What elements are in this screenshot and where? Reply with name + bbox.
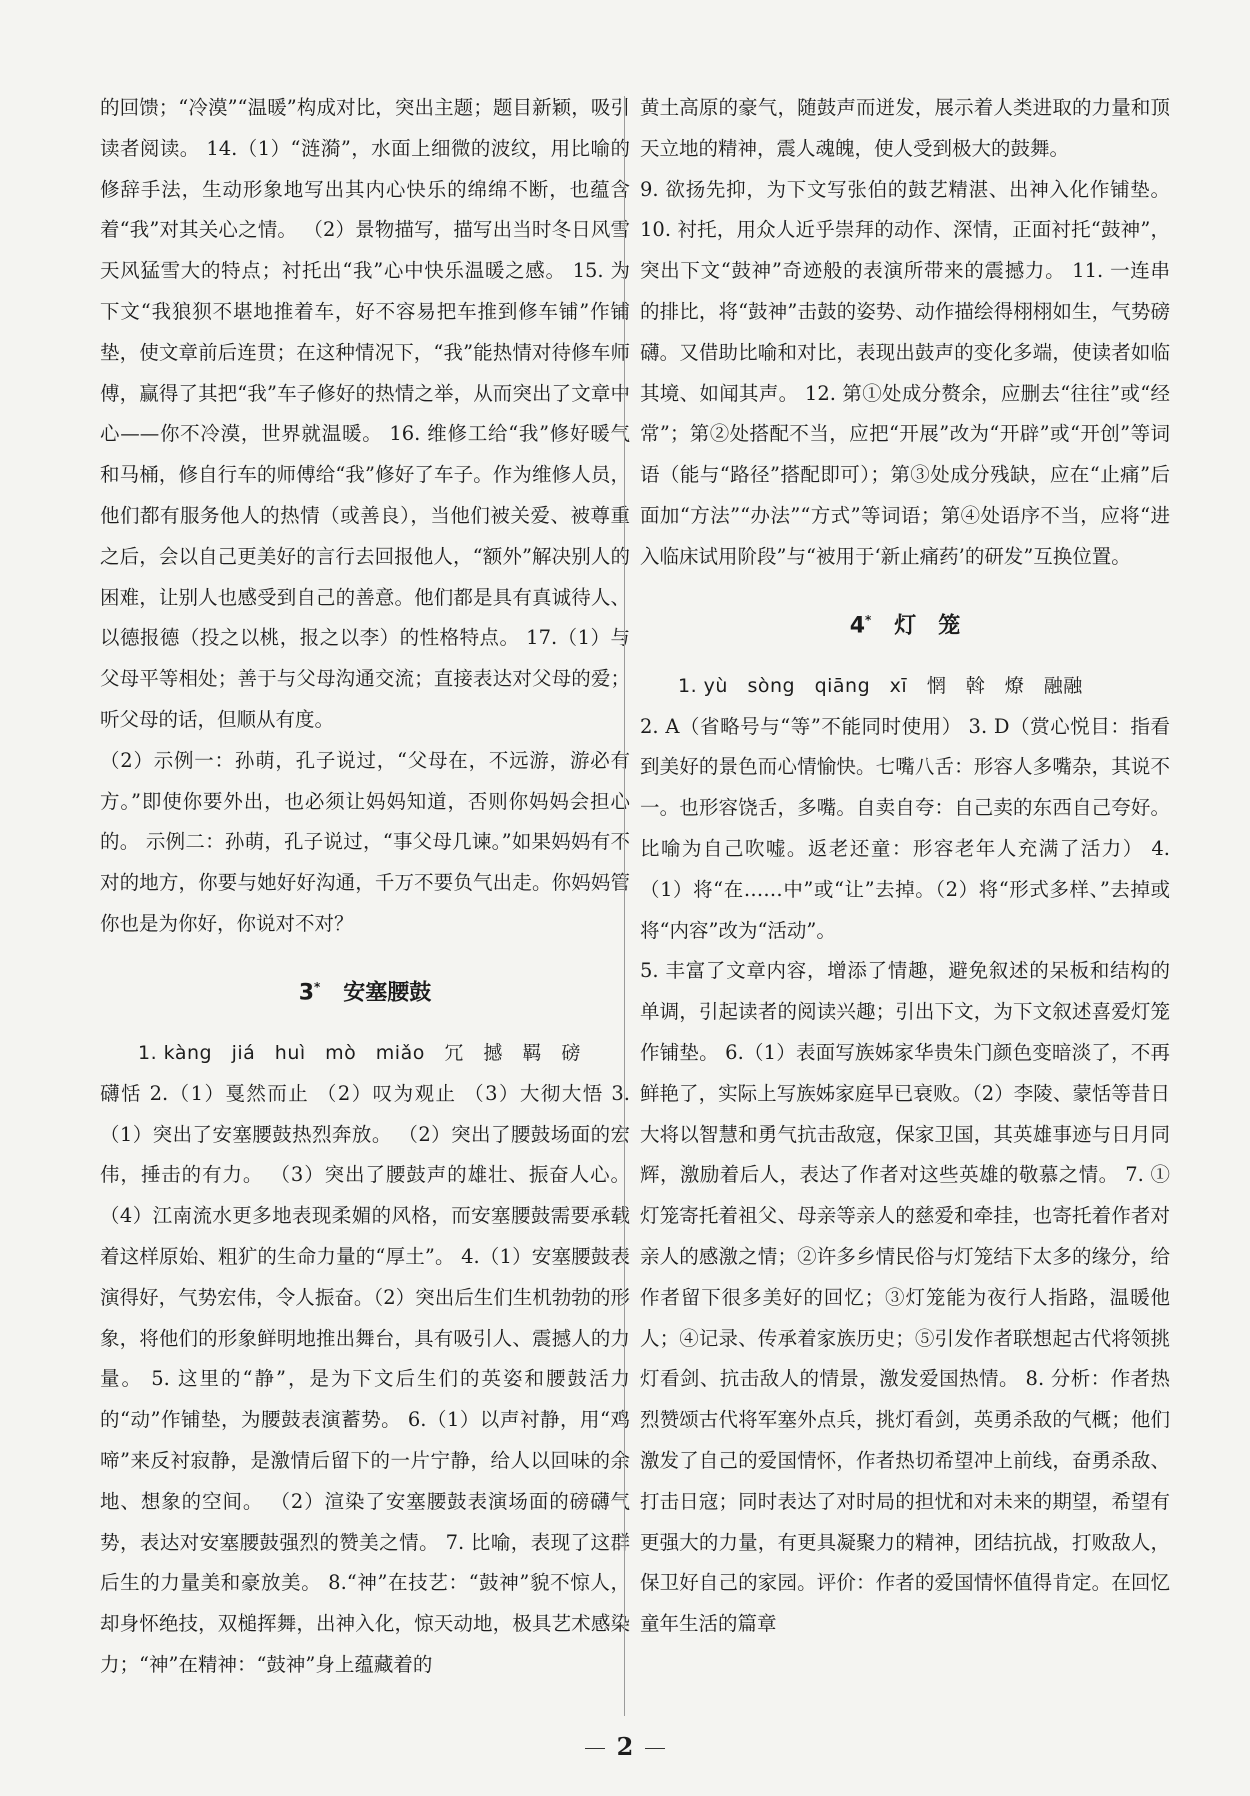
section-4-q1-pinyin: 1. yù sòng qiāng xī 惘 斡 燎 融融 [678,674,1083,697]
section-3-answers: 恬 2.（1）戛然而止 （2）叹为观止 （3）大彻大悟 3.（1）突出了安塞腰鼓热烈奔放。 （2）突出了腰鼓场面的宏伟，捶击的有力。 （3）突出了腰鼓声的雄壮、振奋人心。 （4）江南流水更多地表现柔媚的风格，而安塞腰鼓需要承载着这样原始、粗犷的生命力量的“厚土”。 4.（1）安塞腰鼓表演得好，气势宏伟，令人振奋。（2）突出后生们生机勃勃的形象，将他们的形象鲜明地推出舞台，具有吸引人、震撼人的力量。 5. 这里的“静”，是为下文后生们的英姿和腰鼓活力的“动”作铺垫，为腰鼓表演蓄势。 6.（1）以声衬静，用“鸡啼”来反衬寂静，是激情后留下的一片宁静，给人以回味的余地、想象的空间。 （2）渲染了安塞腰鼓表演场面的磅礴气势，表达对安塞腰鼓强烈的赞美之情。 7. 比喻，表现了这群后生的力量美和豪放美。 8.“神”在技艺：“鼓神”貌不惊人，却身怀绝技，双槌挥舞，出神入化，惊天动地，极具艺术感染力；“神”在精神：“鼓神”身上蕴藏着的 [100,1081,630,1677]
section-4-heading: 灯 笼 [894,612,961,638]
right-column [640,88,1170,1645]
left-column [100,88,630,1686]
section-3-q1-tail: 礴 [100,1081,121,1105]
right-paragraph-1: 黄土高原的豪气，随鼓声而迸发，展示着人类进取的力量和顶天立地的精神，震人魂魄，使人受到极大的鼓舞。 [640,96,1170,160]
page-number [0,1732,1250,1761]
left-paragraph-1: 的回馈；“冷漠”“温暖”构成对比，突出主题；题目新颖，吸引读者阅读。 14.（1）“涟漪”，水面上细微的波纹，用比喻的修辞手法，生动形象地写出其内心快乐的绵绵不断，也蕴含着“我”对其关心之情。 （2）景物描写，描写出当时冬日风雪天风猛雪大的特点；衬托出“我”心中快乐温暖之感。 15. 为下文“我狼狈不堪地推着车，好不容易把车推到修车铺”作铺垫，使文章前后连贯；在这种情况下，“我”能热情对待修车师傅，赢得了其把“我”车子修好的热情之举，从而突出了文章中心——你不冷漠，世界就温暖。 16. 维修工给“我”修好暖气和马桶，修自行车的师傅给“我”修好了车子。作为维修人员，他们都有服务他人的热情（或善良），当他们被关爱、被尊重之后，会以自己更美好的言行去回报他人，“额外”解决别人的困难，让别人也感受到自己的善意。他们都是具有真诚待人、以德报德（投之以桃，报之以李）的性格特点。 17.（1）与父母平等相处；善于与父母沟通交流；直接表达对父母的爱；听父母的话，但顺从有度。 [100,96,630,731]
section-3-body [100,1074,630,1686]
section-4-number: 4 [849,612,866,638]
page-number-dash-right [645,1748,665,1749]
section-3-number: 3 [298,980,315,1006]
column-divider [624,96,625,1716]
section-3-title [100,967,630,1013]
section-3-heading: 安塞腰鼓 [343,980,432,1006]
section-4-answers-2: 5. 丰富了文章内容，增添了情趣，避免叙述的呆板和结构的单调，引起读者的阅读兴趣；引出下文，为下文叙述喜爱灯笼作铺垫。 6.（1）表面写族姊家华贵朱门颜色变暗淡了，不再鲜艳了，实际上写族姊家庭早已衰败。（2）李陵、蒙恬等昔日大将以智慧和勇气抗击敌寇，保家卫国，其英雄事迹与日月同辉，激励着后人，表达了作者对这些英雄的敬慕之情。 7. ①灯笼寄托着祖父、母亲等亲人的慈爱和牵挂，也寄托着作者对亲人的感激之情；②许多乡情民俗与灯笼结下太多的缘分，给作者留下很多美好的回忆；③灯笼能为夜行人指路，温暖他人；④记录、传承着家族历史；⑤引发作者联想起古代将领挑灯看剑、抗击敌人的情景，激发爱国热情。 8. 分析：作者热烈赞颂古代将军塞外点兵，挑灯看剑，英勇杀敌的气概；他们激发了自己的爱国情怀，作者热切希望冲上前线，奋勇杀敌、打击日寇；同时表达了对时局的担忧和对未来的期望，希望有更强大的力量，有更具凝聚力的精神，团结抗战，打败敌人，保卫好自己的家园。评价：作者的爱国情怀值得肯定。在回忆童年生活的篇章 [640,959,1170,1636]
page-number-dash-left [585,1748,605,1749]
left-paragraph-2: （2）示例一：孙萌，孔子说过，“父母在，不远游，游必有方。”即使你要外出，也必须让妈妈知道，否则你妈妈会担心的。 示例二：孙萌，孔子说过，“事父母几谏。”如果妈妈有不对的地方，你要与她好好沟通，千万不要负气出走。你妈妈管你也是为你好，你说对不对？ [100,748,630,935]
section-4-title [640,600,1170,646]
section-4-answers-1: 2. A（省略号与“等”不能同时使用） 3. D（赏心悦目：指看到美好的景色而心情愉快。七嘴八舌：形容人多嘴杂，其说不一。也形容饶舌，多嘴。自卖自夸：自己卖的东西自己夸好。比喻为自己吹嘘。返老还童：形容老年人充满了活力） 4.（1）将“在……中”或“让”去掉。（2）将“形式多样、”去掉或将“内容”改为“活动”。 [640,714,1170,942]
right-paragraph-2: 9. 欲扬先抑，为下文写张伯的鼓艺精湛、出神入化作铺垫。 10. 衬托，用众人近乎崇拜的动作、深情，正面衬托“鼓神”，突出下文“鼓神”奇迹般的表演所带来的震撼力。 11. 一连串的排比，将“鼓神”击鼓的姿势、动作描绘得栩栩如生，气势磅礴。又借助比喻和对比，表现出鼓声的变化多端，使读者如临其境、如闻其声。 12. 第①处成分赘余，应删去“往往”或“经常”；第②处搭配不当，应把“开展”改为“开辟”或“开创”等词语（能与“路径”搭配即可）；第③处成分残缺，应在“止痛”后面加“方法”“办法”“方式”等词语；第④处语序不当，应将“进入临床试用阶段”与“被用于‘新止痛药’的研发”互换位置。 [640,177,1170,568]
section-4-mark: * [865,612,872,627]
section-3-mark: * [314,979,321,994]
section-3-q1-pinyin: 1. kàng jiá huì mò miǎo 冗 撼 羁 磅 [138,1042,581,1065]
page-number-value: 2 [616,1732,634,1761]
